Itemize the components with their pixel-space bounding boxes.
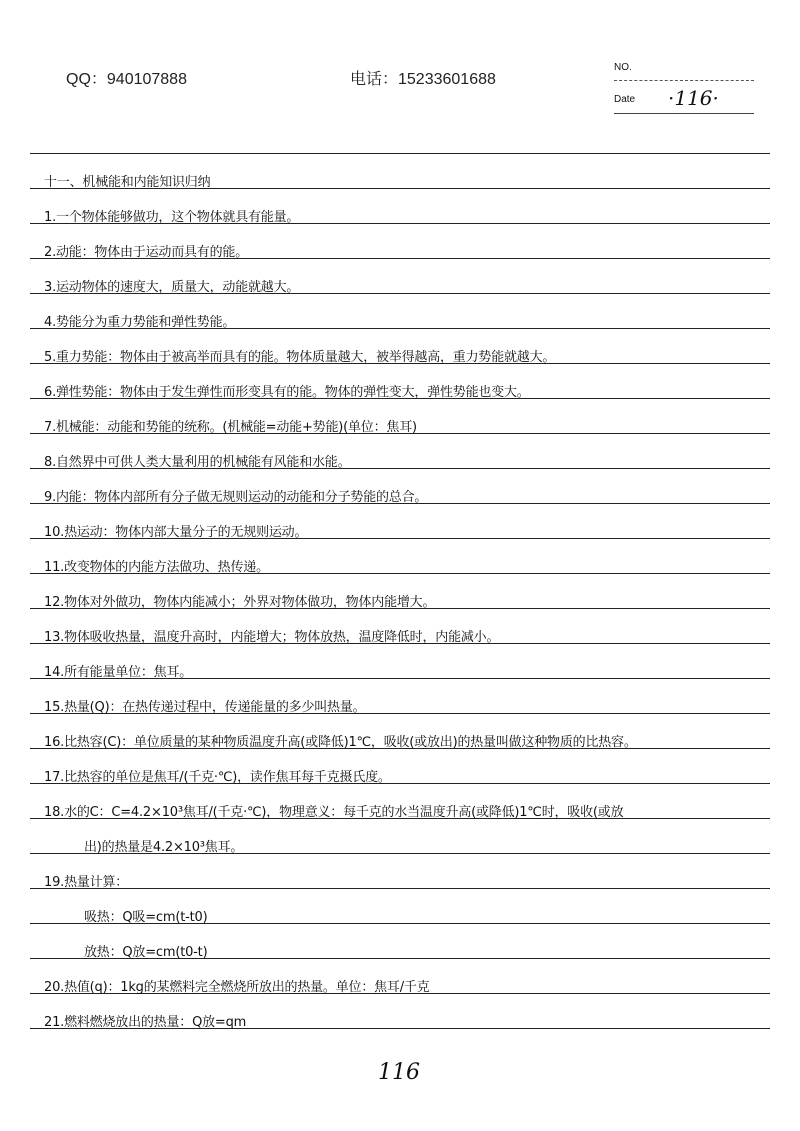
note-line: 6.弹性势能：物体由于发生弹性而形变具有的能。物体的弹性变大，弹性势能也变大。 [44, 385, 530, 400]
note-line: 2.动能：物体由于运动而具有的能。 [44, 245, 249, 260]
note-line: 1.一个物体能够做功，这个物体就具有能量。 [44, 210, 300, 225]
note-line-continued: 出)的热量是4.2×10³焦耳。 [84, 840, 244, 855]
note-line: 9.内能：物体内部所有分子做无规则运动的动能和分子势能的总合。 [44, 490, 428, 505]
note-line: 11.改变物体的内能方法做功、热传递。 [44, 560, 269, 575]
note-line: 4.势能分为重力势能和弹性势能。 [44, 315, 236, 330]
note-line: 12.物体对外做功，物体内能减小；外界对物体做功，物体内能增大。 [44, 595, 436, 610]
note-line: 20.热值(q)：1kg的某燃料完全燃烧所放出的热量。单位：焦耳/千克 [44, 980, 430, 995]
note-line: 3.运动物体的速度大，质量大，动能就越大。 [44, 280, 300, 295]
note-line: 10.热运动：物体内部大量分子的无规则运动。 [44, 525, 308, 540]
note-line: 13.物体吸收热量，温度升高时，内能增大；物体放热，温度降低时，内能减小。 [44, 630, 500, 645]
page-number: 116 [378, 1060, 420, 1085]
note-line: 14.所有能量单位：焦耳。 [44, 665, 193, 680]
header-phone: 电话：15233601688 [350, 71, 496, 88]
note-line: 18.水的C：C=4.2×10³焦耳/(千克·℃)，物理意义：每千克的水当温度升高(或降低)1℃时，吸收(或放 [44, 805, 624, 820]
header-qq: QQ：940107888 [66, 71, 187, 88]
no-line [614, 80, 754, 81]
note-line: 5.重力势能：物体由于被高举而具有的能。物体质量越大，被举得越高，重力势能就越大。 [44, 350, 556, 365]
no-label: NO. [614, 62, 632, 73]
note-line: 7.机械能：动能和势能的统称。(机械能=动能+势能)(单位：焦耳) [44, 420, 417, 435]
date-value: ·116· [668, 86, 719, 110]
note-line: 8.自然界中可供人类大量利用的机械能有风能和水能。 [44, 455, 351, 470]
formula-heat-absorbed: 吸热：Q吸=cm(t-t0) [84, 910, 208, 925]
section-title: 十一、机械能和内能知识归纳 [44, 175, 211, 190]
date-line [614, 113, 754, 114]
date-label: Date [614, 94, 636, 105]
note-line: 21.燃料燃烧放出的热量：Q放=qm [44, 1015, 247, 1030]
note-line: 15.热量(Q)：在热传递过程中，传递能量的多少叫热量。 [44, 700, 366, 715]
note-line: 17.比热容的单位是焦耳/(千克·℃)，读作焦耳每千克摄氏度。 [44, 770, 391, 785]
formula-heat-released: 放热：Q放=cm(t0-t) [84, 945, 208, 960]
note-line: 16.比热容(C)：单位质量的某种物质温度升高(或降低)1℃，吸收(或放出)的热量叫做这种物质的比热容。 [44, 735, 637, 750]
note-line: 19.热量计算： [44, 875, 129, 890]
ruled-line [30, 153, 770, 154]
